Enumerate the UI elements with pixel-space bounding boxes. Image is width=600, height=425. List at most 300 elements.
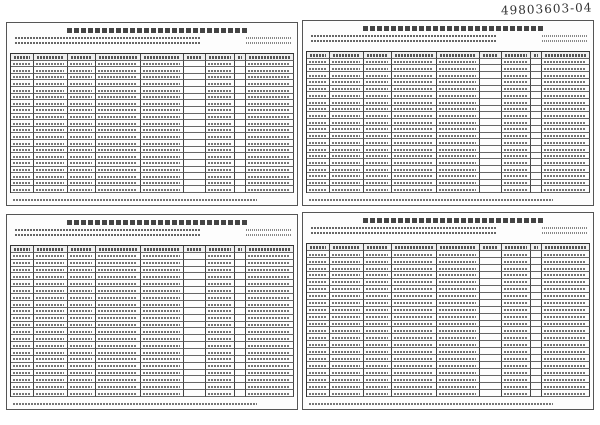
table-cell [246,100,294,107]
table-cell [68,61,96,68]
table-cell [184,315,207,322]
table-cell [502,133,530,140]
page-title [363,218,543,223]
table-cell [235,253,246,260]
table-cell [235,273,246,280]
table-cell [502,279,530,286]
table-cell [307,383,330,390]
table-cell [246,253,294,260]
table-cell [96,294,141,301]
table-cell [437,327,479,334]
table-cell [206,328,234,335]
table-header-cell [141,54,183,61]
table-cell [206,273,234,280]
table-cell [392,139,437,146]
table-cell [235,335,246,342]
table-cell [184,133,207,140]
table-cell [141,342,183,349]
table-cell [542,348,590,355]
table-cell [11,342,34,349]
table-cell [392,376,437,383]
table-cell [34,322,68,329]
table-cell [68,127,96,134]
table-cell [235,315,246,322]
table-cell [11,87,34,94]
table-cell [502,251,530,258]
table-cell [502,258,530,265]
table-cell [330,92,364,99]
table-cell [502,300,530,307]
table-cell [480,126,503,133]
table-cell [68,308,96,315]
table-cell [330,99,364,106]
table-cell [502,65,530,72]
table-cell [330,251,364,258]
table-cell [96,376,141,383]
table-cell [141,120,183,127]
meta-line [246,42,291,44]
table-cell [11,127,34,134]
table-cell [184,356,207,363]
table-cell [542,334,590,341]
table-cell [11,160,34,167]
table-cell [206,160,234,167]
table-cell [307,166,330,173]
table-cell [307,369,330,376]
table-cell [235,173,246,180]
table-cell [392,272,437,279]
table-cell [392,369,437,376]
table-cell [141,100,183,107]
table-cell [437,159,479,166]
table-header-cell [531,244,542,251]
table-cell [141,335,183,342]
table-cell [96,349,141,356]
table-cell [206,167,234,174]
table-cell [330,65,364,72]
table-cell [11,74,34,81]
table-cell [206,61,234,68]
table-cell [184,80,207,87]
table-cell [96,140,141,147]
table-cell [246,383,294,390]
table-cell [68,315,96,322]
table-cell [11,180,34,187]
table-cell [542,119,590,126]
table-cell [437,300,479,307]
table-cell [96,67,141,74]
table-cell [502,173,530,180]
table-cell [68,147,96,154]
table-cell [542,146,590,153]
table-cell [96,301,141,308]
account-line [311,227,496,229]
table-cell [531,321,542,328]
table-cell [364,362,392,369]
table-cell [11,260,34,267]
table-cell [531,341,542,348]
table-cell [437,265,479,272]
table-cell [206,383,234,390]
table-cell [235,127,246,134]
table-cell [531,180,542,187]
table-cell [392,153,437,160]
account-line [311,35,496,37]
table-cell [330,126,364,133]
table-cell [364,139,392,146]
table-cell [246,94,294,101]
table-cell [34,153,68,160]
table-cell [184,363,207,370]
table-cell [364,99,392,106]
table-cell [437,72,479,79]
meta-line [542,35,587,37]
table-cell [437,286,479,293]
table-cell [542,258,590,265]
table-cell [531,369,542,376]
table-cell [480,348,503,355]
table-cell [364,86,392,93]
table-cell [531,112,542,119]
table-cell [184,74,207,81]
table-cell [364,314,392,321]
table-cell [364,341,392,348]
table-cell [307,286,330,293]
table-cell [330,390,364,397]
table-cell [34,133,68,140]
handwritten-document-code: 49803603-04 [500,0,593,18]
table-cell [542,59,590,66]
table-cell [206,335,234,342]
table-cell [437,334,479,341]
table-cell [542,314,590,321]
table-cell [542,390,590,397]
table-cell [235,61,246,68]
table-cell [34,180,68,187]
table-cell [184,100,207,107]
table-cell [392,307,437,314]
table-cell [480,279,503,286]
table-cell [184,94,207,101]
table-cell [364,72,392,79]
table-cell [392,341,437,348]
table-cell [68,342,96,349]
table-cell [364,327,392,334]
table-cell [96,186,141,193]
table-cell [437,146,479,153]
table-cell [364,286,392,293]
table-cell [141,114,183,121]
table-cell [542,173,590,180]
table-cell [480,133,503,140]
table-cell [184,322,207,329]
table-cell [34,376,68,383]
table-cell [68,356,96,363]
table-cell [531,300,542,307]
table-cell [235,186,246,193]
table-cell [246,315,294,322]
table-cell [11,186,34,193]
table-cell [34,308,68,315]
table-cell [437,314,479,321]
table-cell [364,334,392,341]
table-cell [307,265,330,272]
table-cell [141,80,183,87]
table-cell [96,342,141,349]
table-cell [184,349,207,356]
table-cell [235,114,246,121]
table-cell [11,349,34,356]
table-cell [502,369,530,376]
table-cell [437,59,479,66]
table-cell [531,159,542,166]
table-cell [307,390,330,397]
table-cell [246,308,294,315]
table-cell [531,258,542,265]
table-cell [246,280,294,287]
meta-line [246,229,291,231]
table-cell [34,363,68,370]
table-cell [392,348,437,355]
table-cell [392,390,437,397]
table-cell [141,301,183,308]
table-cell [307,300,330,307]
table-cell [184,107,207,114]
table-cell [502,383,530,390]
table-cell [184,280,207,287]
table-cell [206,390,234,397]
table-cell [235,133,246,140]
account-line [15,229,200,231]
table-cell [11,363,34,370]
table-cell [330,139,364,146]
table-cell [141,370,183,377]
table-cell [307,112,330,119]
table-cell [68,328,96,335]
table-cell [364,369,392,376]
table-cell [184,294,207,301]
table-cell [68,114,96,121]
table-cell [502,186,530,193]
table-header-cell [502,244,530,251]
table-cell [11,287,34,294]
table-cell [206,322,234,329]
table-cell [531,286,542,293]
table-cell [184,186,207,193]
table-cell [330,159,364,166]
table-cell [206,287,234,294]
table-cell [364,348,392,355]
table-cell [68,301,96,308]
table-cell [34,390,68,397]
table-cell [437,112,479,119]
table-cell [246,74,294,81]
table-cell [437,126,479,133]
table-cell [11,120,34,127]
table-cell [96,100,141,107]
table-cell [11,328,34,335]
table-cell [531,166,542,173]
table-cell [307,362,330,369]
table-cell [330,355,364,362]
table-cell [392,99,437,106]
table-header-cell [184,246,207,253]
table-cell [246,87,294,94]
table-cell [307,159,330,166]
table-cell [68,322,96,329]
table-cell [531,173,542,180]
table-cell [502,314,530,321]
table-cell [392,279,437,286]
table-cell [246,376,294,383]
table-cell [502,265,530,272]
table-cell [246,260,294,267]
table-cell [96,120,141,127]
table-cell [307,65,330,72]
table-cell [141,153,183,160]
table-cell [68,370,96,377]
table-cell [502,376,530,383]
table-cell [206,260,234,267]
meta-line [246,234,291,236]
table-cell [542,286,590,293]
table-cell [246,356,294,363]
table-cell [392,334,437,341]
table-cell [141,61,183,68]
table-cell [68,260,96,267]
table-cell [184,308,207,315]
table-cell [11,370,34,377]
table-cell [246,335,294,342]
table-cell [437,348,479,355]
table-cell [480,106,503,113]
meta-line [246,37,291,39]
table-cell [392,106,437,113]
table-cell [141,294,183,301]
table-cell [330,173,364,180]
table-cell [11,301,34,308]
table-cell [330,186,364,193]
table-cell [480,334,503,341]
table-cell [11,107,34,114]
table-cell [141,94,183,101]
table-cell [330,180,364,187]
table-cell [235,322,246,329]
table-cell [480,79,503,86]
page-title [67,220,247,225]
table-cell [480,59,503,66]
table-cell [141,315,183,322]
table-cell [141,127,183,134]
table-header-cell [480,244,503,251]
table-cell [531,293,542,300]
table-cell [246,342,294,349]
table-cell [206,114,234,121]
table-cell [184,267,207,274]
table-cell [206,87,234,94]
table-cell [206,342,234,349]
table-cell [531,334,542,341]
table-header-cell [235,54,246,61]
table-cell [437,321,479,328]
ledger-page-bottom-left [6,214,298,410]
table-cell [246,114,294,121]
table-cell [330,86,364,93]
table-cell [141,74,183,81]
table-cell [11,335,34,342]
table-cell [96,335,141,342]
ledger-table [306,243,590,397]
table-header-cell [246,246,294,253]
table-cell [307,341,330,348]
table-cell [141,308,183,315]
table-cell [235,390,246,397]
table-cell [364,390,392,397]
table-cell [542,321,590,328]
table-header-cell [392,244,437,251]
table-cell [330,327,364,334]
table-cell [330,72,364,79]
table-cell [184,120,207,127]
table-cell [392,258,437,265]
table-cell [480,390,503,397]
table-cell [11,294,34,301]
table-cell [96,280,141,287]
table-cell [392,327,437,334]
table-cell [392,126,437,133]
table-cell [330,258,364,265]
table-cell [502,119,530,126]
table-cell [330,79,364,86]
table-cell [392,286,437,293]
table-cell [330,272,364,279]
table-cell [480,153,503,160]
table-cell [141,147,183,154]
table-cell [11,61,34,68]
table-cell [68,133,96,140]
table-cell [141,280,183,287]
table-cell [437,106,479,113]
table-cell [502,180,530,187]
table-cell [235,120,246,127]
table-cell [235,74,246,81]
table-cell [531,59,542,66]
table-cell [34,342,68,349]
table-cell [480,159,503,166]
table-cell [542,186,590,193]
table-cell [235,308,246,315]
table-cell [502,348,530,355]
table-cell [364,159,392,166]
table-cell [68,273,96,280]
table-cell [11,322,34,329]
table-cell [307,355,330,362]
table-cell [364,180,392,187]
table-cell [246,363,294,370]
table-cell [246,173,294,180]
table-cell [480,327,503,334]
table-cell [68,153,96,160]
table-cell [11,67,34,74]
table-header-cell [531,52,542,59]
table-cell [437,258,479,265]
table-cell [206,120,234,127]
table-cell [531,146,542,153]
table-cell [502,334,530,341]
table-cell [480,286,503,293]
table-header-cell [141,246,183,253]
table-cell [531,327,542,334]
